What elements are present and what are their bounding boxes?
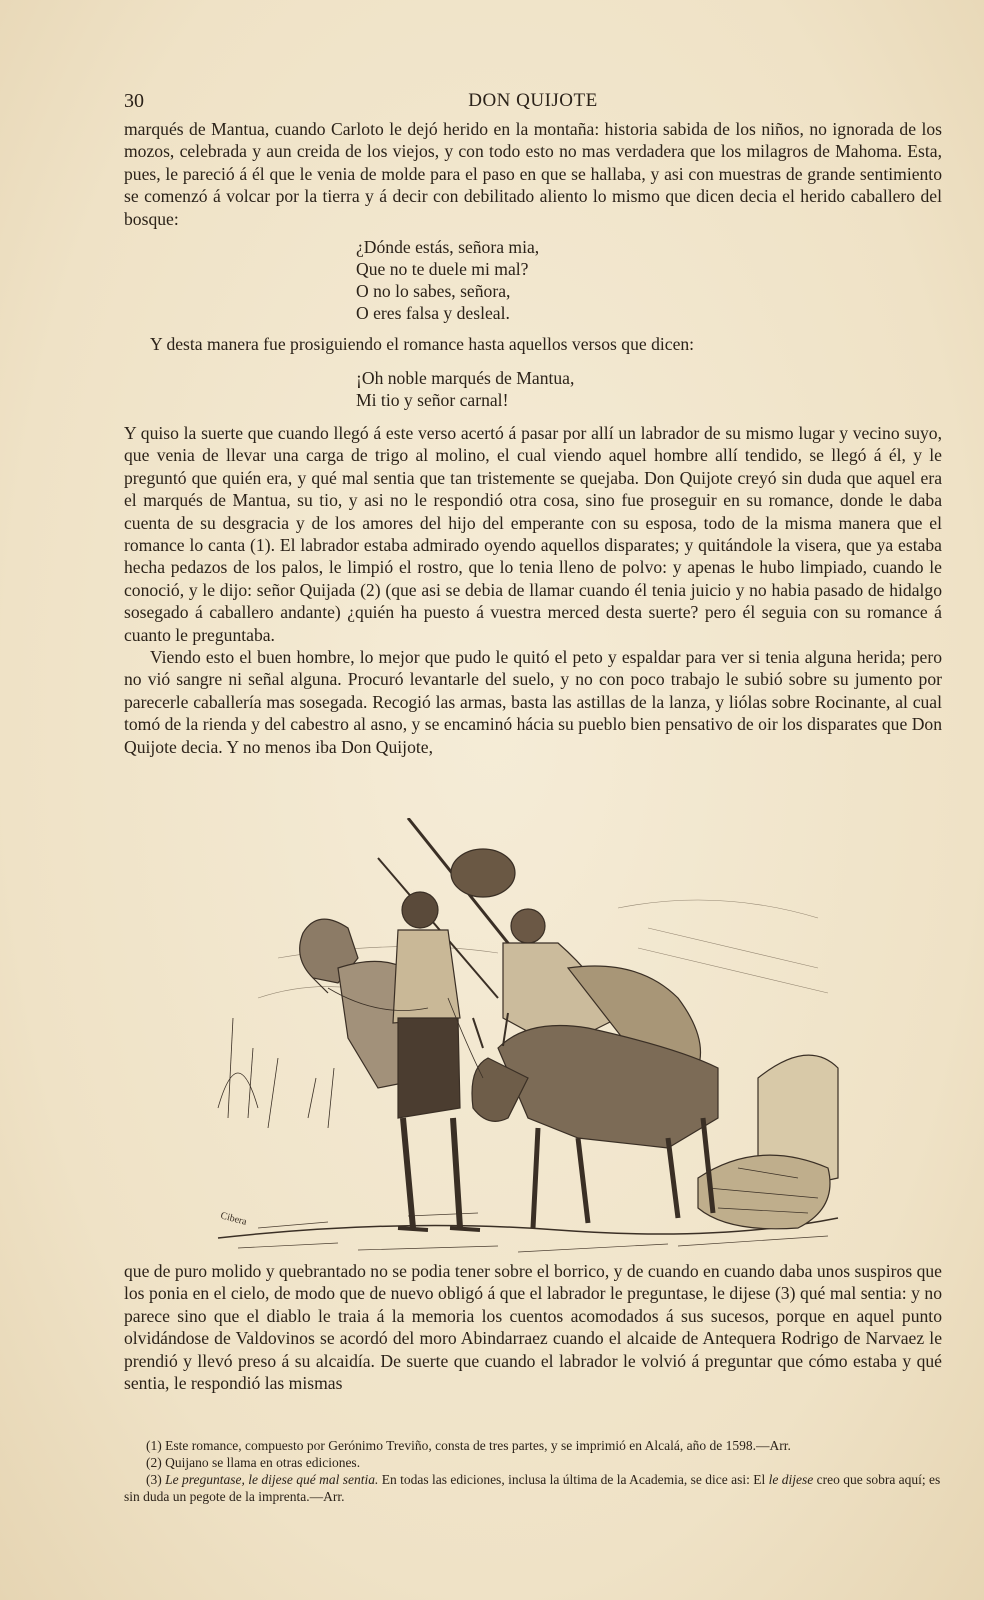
engraving-illustration: [198, 818, 858, 1258]
verse-block-1: [356, 236, 539, 324]
illustration-icon: [218, 818, 838, 1252]
running-head: DON QUIJOTE: [468, 90, 598, 111]
verse-line: ¿Dónde estás, señora mia,: [356, 237, 540, 257]
paragraph-1: marqués de Mantua, cuando Carloto le dejó herido en la montaña: historia sabida de los niños, no ignorada de los mozos, celebrada y aun creida de los viejos, y con todo esto no mas verdadera que los milagros de Mahoma. Esta, pues, le pareció á él que le venia de molde para el paso en que se hallaba, y asi con muestras de grande sentimiento se comenzó á volcar por la tierra y á decir con debilitado aliento lo mismo que dicen decia el herido caballero del bosque:: [124, 119, 942, 229]
footnote-2: (2) Quijano se llama en otras ediciones.: [146, 1455, 361, 1470]
paragraph-4: Viendo esto el buen hombre, lo mejor que pudo le quitó el peto y espaldar para ver si tenia alguna herida; pero no vió sangre ni señal alguna. Procuró levantarle del suelo, y no con poco trabajo le subió sobre su jumento por parecerle caballería mas sosegada. Recogió las armas, basta las astillas de la lanza, y liólas sobre Rocinante, al cual tomó de la rienda y del cabestro al asno, y se encaminó hácia su pueblo bien pensativo de oir los disparates que Don Quijote decia. Y no menos iba Don Quijote,: [124, 647, 942, 757]
page-number: 30: [124, 90, 144, 112]
verse-line: O no lo sabes, señora,: [356, 281, 511, 301]
verse-line: ¡Oh noble marqués de Mantua,: [356, 368, 575, 388]
verse-line: Que no te duele mi mal?: [356, 259, 529, 279]
footnote-3: (3) Le preguntase, le dijese qué mal sentia. En todas las ediciones, inclusa la última de la Academia, se dice asi: El le dijese creo que sobra aquí; es sin duda un pegote de la imprenta.—Arr.: [124, 1472, 941, 1504]
footnote-1: (1) Este romance, compuesto por Gerónimo Treviño, consta de tres partes, y se imprimió en Alcalá, año de 1598.—Arr.: [146, 1438, 791, 1453]
footnotes: [124, 1437, 942, 1505]
paragraph-5: que de puro molido y quebrantado no se podia tener sobre el borrico, y de cuando en cuando daba unos suspiros que los ponia en el cielo, de modo que de nuevo obligó á que el labrador le preguntase, le dijese (3) qué mal sentia: y no parece sino que el diablo le traia á la memoria los cuentos acomodados á sus sucesos, porque en aquel punto olvidándose de Valdovinos se acordó del moro Abindarraez cuando el alcaide de Antequera Rodrigo de Narvaez le prendió y llevó preso á su alcaidía. De suerte que cuando el labrador le volvió á preguntar que cómo estaba y qué sentia, le respondió las mismas: [124, 1261, 942, 1394]
page-header: [124, 90, 942, 116]
verse-block-2: [356, 367, 574, 411]
verse-line: Mi tio y señor carnal!: [356, 390, 509, 410]
paragraph-2: Y desta manera fue prosiguiendo el romance hasta aquellos versos que dicen:: [150, 334, 695, 354]
paragraph-3: Y quiso la suerte que cuando llegó á este verso acertó á pasar por allí un labrador de su mismo lugar y vecino suyo, que venia de llevar una carga de trigo al molino, el cual viendo aquel hombre allí tendido, se llegó á él, y le preguntó que quién era, y qué mal sentia que tan tristemente se quejaba. Don Quijote creyó sin duda que aquel era el marqués de Mantua, su tio, y asi no le respondió otra cosa, sino fue proseguir en su romance, donde le daba cuenta de su desgracia y de los amores del hijo del emperante con su esposa, todo de la misma manera que el romance lo canta (1). El labrador estaba admirado oyendo aquellos disparates; y quitándole la visera, que ya estaba hecha pedazos de los palos, le limpió el rostro, que lo tenia lleno de polvo: y apenas le hubo limpiado, cuando le conoció, y le dijo: señor Quijada (2) (que asi se debia de llamar cuando él tenia juicio y no habia pasado de hidalgo sosegado á caballero andante) ¿quién ha puesto á vuestra merced desta suerte? pero él seguia con su romance á cuanto le preguntaba. Viendo esto el buen hombre, lo mejor que pudo le quitó el peto y espaldar para ver si tenia alguna herida; pero no vió sangre ni señal alguna. Procuró levantarle del suelo, y no con poco trabajo le subió sobre su jumento por parecerle caballería mas sosegada. Recogió las armas, basta las astillas de la lanza, y liólas sobre Rocinante, al cual tomó de la rienda y del cabestro al asno, y se encaminó hácia su pueblo bien pensativo de oir los disparates que Don Quijote decia. Y no menos iba Don Quijote,: [124, 423, 942, 757]
verse-line: O eres falsa y desleal.: [356, 303, 510, 323]
artist-signature: Cibera: [219, 1210, 248, 1228]
